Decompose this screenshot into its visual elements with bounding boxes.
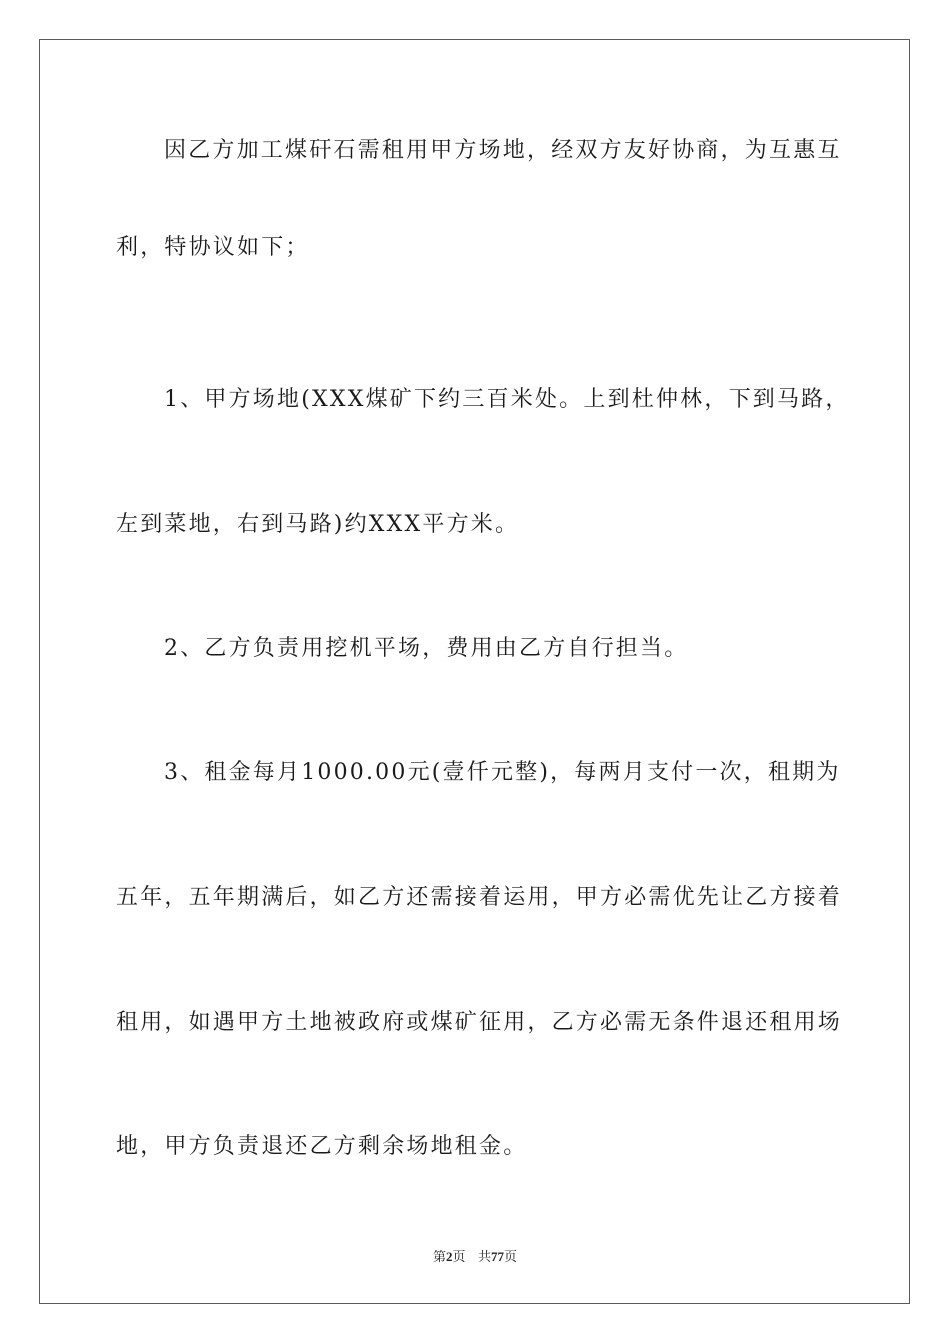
clause-3-line-4: 地，甲方负责退还乙方剩余场地租金。 [116,1134,528,1159]
clause-1-line-1: 1、甲方场地(XXX煤矿下约三百米处。上到杜仲林，下到马路， [164,387,850,412]
page-footer [0,1246,950,1265]
clause-1-line-2: 左到菜地，右到马路)约XXX平方米。 [116,512,520,537]
clause-3-line-3: 租用，如遇甲方土地被政府或煤矿征用，乙方必需无条件退还租用场 [116,1010,843,1035]
page-suffix: 页 [452,1250,466,1265]
clause-3-line-1: 3、租金每月1000.00元(壹仟元整)，每两月支付一次，租期为 [164,760,841,785]
paragraph-1-line-2: 利，特协议如下； [116,235,310,260]
total-pages: 77 [490,1249,504,1264]
clause-2-line-1: 2、乙方负责用挖机平场，费用由乙方自行担当。 [164,636,689,661]
paragraph-1-line-1: 因乙方加工煤矸石需租用甲方场地，经双方友好协商，为互惠互 [164,138,842,163]
total-prefix: 共 [477,1250,491,1265]
total-suffix: 页 [503,1250,517,1265]
page-prefix: 第 [433,1250,447,1265]
page-number: 2 [446,1249,453,1264]
page-frame [39,39,910,1304]
clause-3-line-2: 五年，五年期满后，如乙方还需接着运用，甲方必需优先让乙方接着 [116,885,843,910]
